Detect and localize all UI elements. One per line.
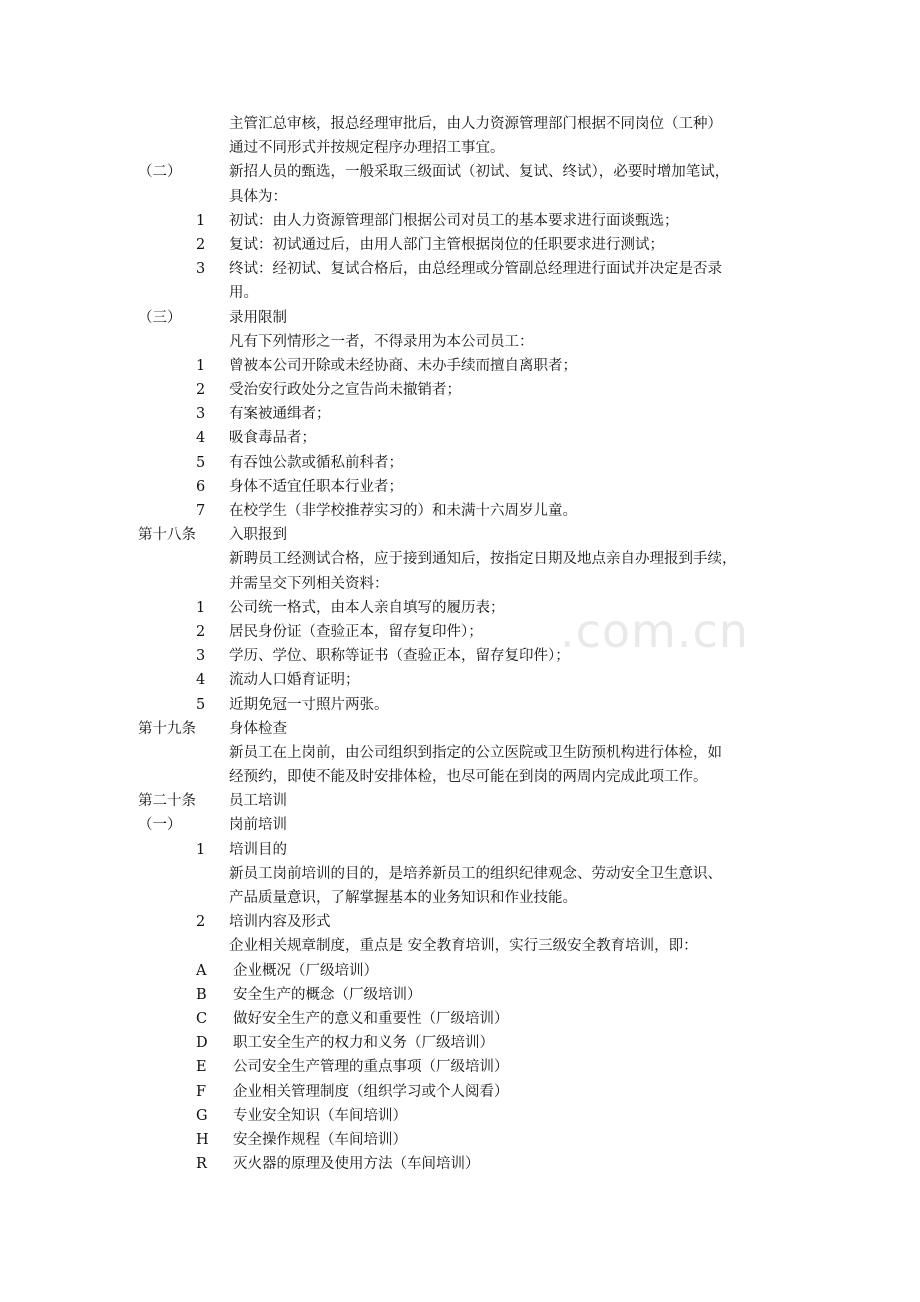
item-number: 3 (196, 406, 206, 423)
document-line (0, 1007, 920, 1031)
line-text: 安全生产的概念（厂级培训） (233, 986, 422, 1003)
item-number: 2 (196, 623, 206, 640)
document-line (0, 281, 920, 305)
item-number: 4 (196, 430, 206, 447)
document-line (0, 233, 920, 257)
line-text: 岗前培训 (229, 817, 287, 834)
document-line (0, 354, 920, 378)
item-letter: H (196, 1131, 209, 1148)
line-text: 专业安全知识（车间培训） (233, 1107, 407, 1124)
item-letter: E (196, 1059, 207, 1076)
line-text: 并需呈交下列相关资料： (229, 575, 389, 592)
line-text: 学历、学位、职称等证书（查验正本，留存复印件）； (229, 648, 570, 665)
document-line (0, 160, 920, 184)
document-line (0, 838, 920, 862)
line-text: 近期免冠一寸照片两张。 (229, 696, 389, 713)
line-text: 新招人员的甄选，一般采取三级面试（初试、复试、终试），必要时增加笔试， (229, 164, 730, 181)
line-text: 受治安行政处分之宣告尚未撤销者； (229, 382, 461, 399)
line-text: 居民身份证（查验正本，留存复印件）； (229, 623, 483, 640)
document-line (0, 499, 920, 523)
line-text: 公司安全生产管理的重点事项（厂级培训） (233, 1059, 509, 1076)
line-text: 培训目的 (229, 841, 287, 858)
item-number: 2 (196, 236, 206, 253)
article-number: 第十九条 (138, 720, 196, 737)
item-number: 1 (196, 357, 206, 374)
line-text: 在校学生（非学校推荐实习的）和未满十六周岁儿童。 (229, 503, 577, 519)
section-number: （三） (138, 309, 182, 326)
document-line (0, 112, 920, 136)
document-line (0, 934, 920, 958)
document-line (0, 596, 920, 620)
document-line (0, 813, 920, 837)
line-text: 培训内容及形式 (229, 914, 331, 931)
document-line (0, 523, 920, 547)
document-line (0, 475, 920, 499)
line-text: 做好安全生产的意义和重要性（厂级培训） (233, 1010, 509, 1027)
line-text: 主管汇总审核，报总经理审批后，由人力资源管理部门根据不同岗位（工种） (229, 116, 722, 132)
line-text: 身体检查 (229, 720, 287, 737)
line-text: 职工安全生产的权力和义务（厂级培训） (233, 1035, 494, 1052)
line-text: 新员工岗前培训的目的，是培养新员工的组织纪律观念、劳动安全卫生意识、 (229, 865, 722, 882)
document-line (0, 136, 920, 160)
line-text: 录用限制 (229, 309, 287, 326)
line-text: 身体不适宜任职本行业者； (229, 478, 403, 495)
item-number: 2 (196, 914, 206, 931)
document-line (0, 257, 920, 281)
item-letter: D (196, 1035, 208, 1052)
line-text: 凡有下列情形之一者，不得录用为本公司员工： (229, 333, 534, 350)
item-letter: A (196, 962, 207, 979)
line-text: 新聘员工经测试合格，应于接到通知后，按指定日期及地点亲自办理报到手续， (229, 551, 737, 568)
item-number: 5 (196, 454, 206, 471)
item-letter: C (196, 1010, 208, 1027)
line-text: 企业概况（厂级培训） (233, 962, 378, 979)
article-number: 第二十条 (138, 793, 196, 810)
line-text: 员工培训 (229, 793, 287, 810)
document-line (0, 693, 920, 717)
item-number: 3 (196, 261, 206, 278)
document-line (0, 1031, 920, 1055)
item-number: 1 (196, 599, 206, 616)
line-text: 新员工在上岗前，由公司组织到指定的公立医院或卫生防预机构进行体检，如 (229, 744, 722, 761)
item-letter: B (196, 986, 207, 1003)
document-line (0, 209, 920, 233)
document-line (0, 765, 920, 789)
document-line (0, 426, 920, 450)
line-text: 企业相关规章制度，重点是 安全教育培训，实行三级安全教育培训，即： (229, 938, 698, 955)
line-text: 企业相关管理制度（组织学习或个人阅看） (233, 1083, 509, 1100)
line-text: 产品质量意识，了解掌握基本的业务知识和作业技能。 (229, 890, 577, 906)
line-text: 曾被本公司开除或未经协商、未办手续而擅自离职者； (229, 357, 577, 374)
document-line (0, 910, 920, 934)
document-line (0, 668, 920, 692)
line-text: 通过不同形式并按规定程序办理招工事宜。 (229, 140, 505, 157)
section-number: （一） (138, 817, 182, 834)
document-line (0, 330, 920, 354)
article-number: 第十八条 (138, 527, 196, 544)
line-text: 经预约，即使不能及时安排体检，也尽可能在到岗的两周内完成此项工作。 (229, 769, 708, 786)
line-text: 终试：经初试、复试合格后，由总经理或分管副总经理进行面试并决定是否录 (229, 261, 722, 278)
document-line (0, 1128, 920, 1152)
document-line (0, 306, 920, 330)
document-line (0, 717, 920, 741)
document-line (0, 862, 920, 886)
item-letter: R (196, 1156, 207, 1173)
document-line (0, 886, 920, 910)
document-line (0, 378, 920, 402)
item-number: 3 (196, 648, 206, 665)
item-number: 1 (196, 841, 206, 858)
line-text: 有案被通缉者； (229, 406, 331, 423)
document-line (0, 741, 920, 765)
document-page (0, 112, 920, 1176)
section-number: （二） (138, 164, 182, 181)
item-number: 4 (196, 672, 206, 689)
item-number: 7 (196, 503, 206, 519)
line-text: 有吞蚀公款或循私前科者； (229, 454, 403, 471)
document-line (0, 547, 920, 571)
document-line (0, 959, 920, 983)
document-line (0, 1055, 920, 1079)
line-text: 具体为： (229, 188, 287, 205)
item-number: 2 (196, 382, 206, 399)
line-text: 入职报到 (229, 527, 287, 544)
document-line (0, 1152, 920, 1176)
line-text: 吸食毒品者； (229, 430, 316, 447)
document-line (0, 402, 920, 426)
item-letter: G (196, 1107, 208, 1124)
document-line (0, 572, 920, 596)
item-letter: F (196, 1083, 207, 1100)
item-number: 5 (196, 696, 206, 713)
document-line (0, 789, 920, 813)
document-line (0, 620, 920, 644)
document-line (0, 644, 920, 668)
line-text: 灭火器的原理及使用方法（车间培训） (233, 1156, 480, 1173)
line-text: 用。 (229, 285, 258, 302)
item-number: 1 (196, 212, 206, 229)
item-number: 6 (196, 478, 206, 495)
document-line (0, 983, 920, 1007)
document-line (0, 1080, 920, 1104)
line-text: 复试：初试通过后，由用人部门主管根据岗位的任职要求进行测试； (229, 236, 664, 253)
line-text: 初试：由人力资源管理部门根据公司对员工的基本要求进行面谈甄选； (229, 212, 679, 229)
line-text: 安全操作规程（车间培训） (233, 1131, 407, 1148)
document-line (0, 451, 920, 475)
document-line (0, 185, 920, 209)
line-text: 公司统一格式，由本人亲自填写的履历表； (229, 599, 505, 616)
document-line (0, 1104, 920, 1128)
watermark: .com.cn (560, 604, 749, 658)
line-text: 流动人口婚育证明； (229, 672, 360, 689)
